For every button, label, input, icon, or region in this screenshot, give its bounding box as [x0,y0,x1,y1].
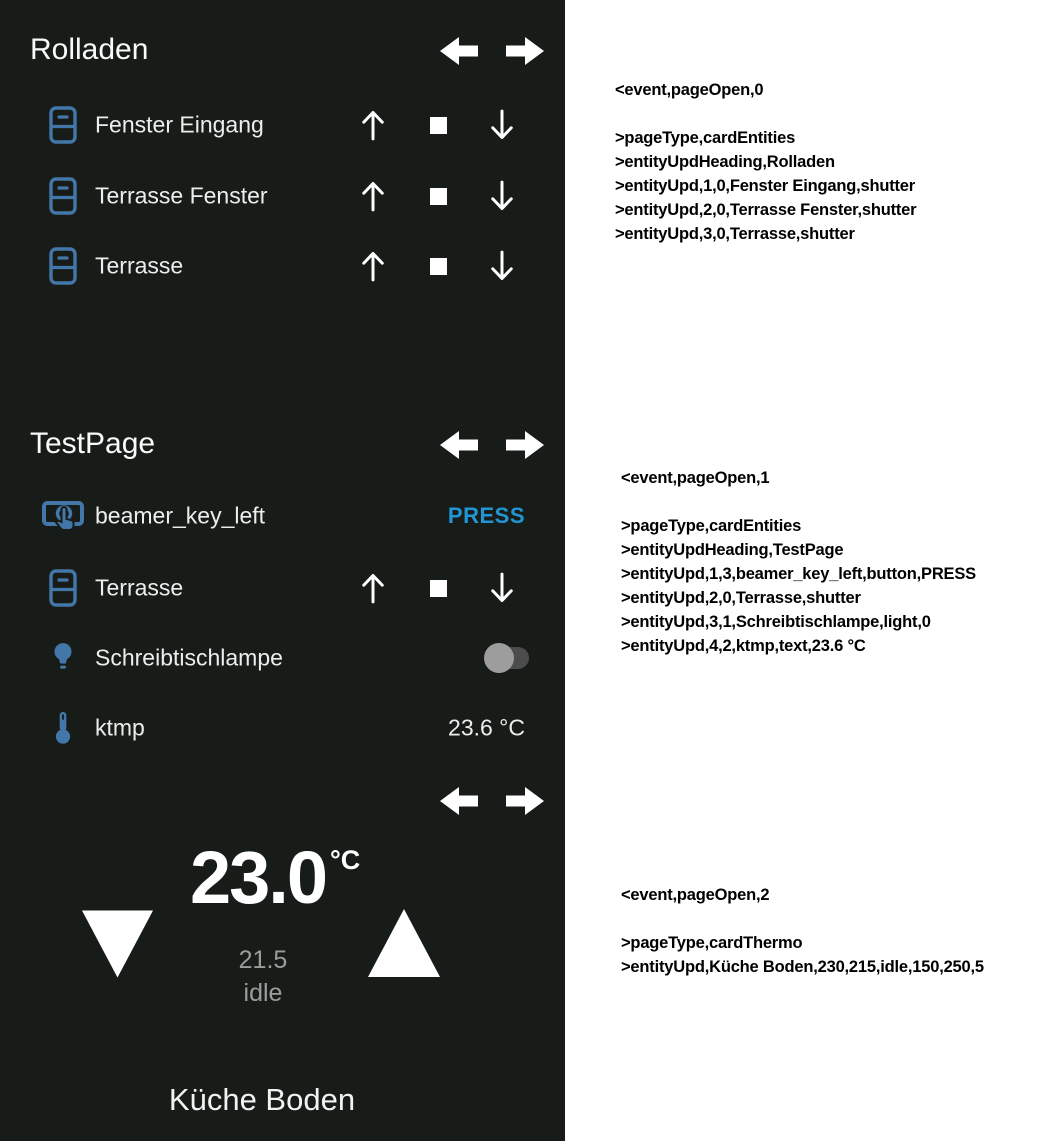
window-shutter-icon [48,106,78,144]
protocol-line: >entityUpd,1,3,beamer_key_left,button,PRESS [621,565,976,583]
protocol-line: >entityUpd,3,1,Schreibtischlampe,light,0 [621,613,931,631]
arrow-right-icon [506,36,544,66]
protocol-line: >entityUpdHeading,TestPage [621,541,844,559]
shutter-down-button[interactable] [489,177,515,215]
arrow-up-icon [360,108,386,142]
arrow-down-icon [489,179,515,213]
arrow-left-icon [440,430,478,460]
page-title: Rolladen [30,33,149,66]
protocol-block [615,78,916,246]
entity-row [0,244,565,288]
triangle-down-icon [82,910,153,978]
protocol-line: >pageType,cardThermo [621,934,803,952]
protocol-block [621,466,976,658]
entity-label: Terrasse [95,252,184,279]
entity-row [0,494,565,538]
temperature-unit: °C [330,845,361,875]
lightbulb-icon [50,641,76,675]
shutter-stop-button[interactable] [424,177,452,215]
stop-square-icon [430,580,447,597]
arrow-right-icon [506,430,544,460]
window-shutter-icon [48,177,78,215]
arrow-up-icon [360,179,386,213]
thermometer-icon [54,710,73,747]
window-shutter-icon [48,569,78,607]
entity-value-text: 23.6 °C [448,714,525,741]
shutter-down-button[interactable] [489,247,515,285]
hvac-state: idle [243,979,283,1007]
entity-label: Terrasse Fenster [95,182,268,209]
protocol-line: >entityUpd,Küche Boden,230,215,idle,150,250,5 [621,958,984,976]
protocol-line: >entityUpdHeading,Rolladen [615,153,835,171]
arrow-down-icon [489,108,515,142]
entity-label: beamer_key_left [95,502,266,529]
shutter-down-button[interactable] [489,569,515,607]
entity-row [0,174,565,218]
protocol-line: >pageType,cardEntities [615,129,796,147]
window-shutter-icon [48,247,78,285]
protocol-line: >entityUpd,2,0,Terrasse,shutter [621,589,861,607]
temp-increase-button[interactable] [368,908,440,978]
protocol-line: >entityUpd,2,0,Terrasse Fenster,shutter [615,201,917,219]
toggle-knob [484,643,514,673]
page-title: TestPage [30,427,156,460]
triangle-up-icon [368,908,440,978]
temp-decrease-button[interactable] [82,910,153,978]
nav-next-button[interactable] [506,430,544,460]
arrow-right-icon [506,786,544,816]
shutter-stop-button[interactable] [424,247,452,285]
thermostat-name: Küche Boden [168,1082,356,1117]
protocol-block [621,883,984,979]
current-temperature: 23.0 [190,836,327,919]
entity-label: Terrasse [95,574,184,601]
entity-label: Fenster Eingang [95,111,264,138]
arrow-left-icon [440,786,478,816]
protocol-line: >pageType,cardEntities [621,517,802,535]
entity-row [0,706,565,750]
entity-row [0,103,565,147]
arrow-left-icon [440,36,478,66]
shutter-up-button[interactable] [360,177,386,215]
protocol-event-line: <event,pageOpen,1 [621,469,770,487]
protocol-line: >entityUpd,4,2,ktmp,text,23.6 °C [621,637,866,655]
entity-label: Schreibtischlampe [95,644,283,671]
arrow-up-icon [360,249,386,283]
stop-square-icon [430,117,447,134]
entity-label: ktmp [95,714,145,741]
nav-prev-button[interactable] [440,786,478,816]
entity-row [0,636,565,680]
press-button[interactable]: PRESS [447,503,525,528]
stop-square-icon [430,258,447,275]
arrow-down-icon [489,249,515,283]
protocol-line: >entityUpd,3,0,Terrasse,shutter [615,225,855,243]
target-temperature: 21.5 [238,946,288,974]
shutter-up-button[interactable] [360,106,386,144]
nav-next-button[interactable] [506,36,544,66]
shutter-up-button[interactable] [360,247,386,285]
shutter-stop-button[interactable] [424,106,452,144]
arrow-down-icon [489,571,515,605]
entity-row [0,566,565,610]
nav-prev-button[interactable] [440,430,478,460]
shutter-up-button[interactable] [360,569,386,607]
protocol-event-line: <event,pageOpen,2 [621,886,770,904]
protocol-event-line: <event,pageOpen,0 [615,81,764,99]
shutter-stop-button[interactable] [424,569,452,607]
nav-next-button[interactable] [506,786,544,816]
light-toggle[interactable] [484,643,529,673]
protocol-line: >entityUpd,1,0,Fenster Eingang,shutter [615,177,915,195]
stop-square-icon [430,188,447,205]
arrow-up-icon [360,571,386,605]
shutter-down-button[interactable] [489,106,515,144]
nav-prev-button[interactable] [440,36,478,66]
gesture-tap-button-icon [41,496,85,536]
